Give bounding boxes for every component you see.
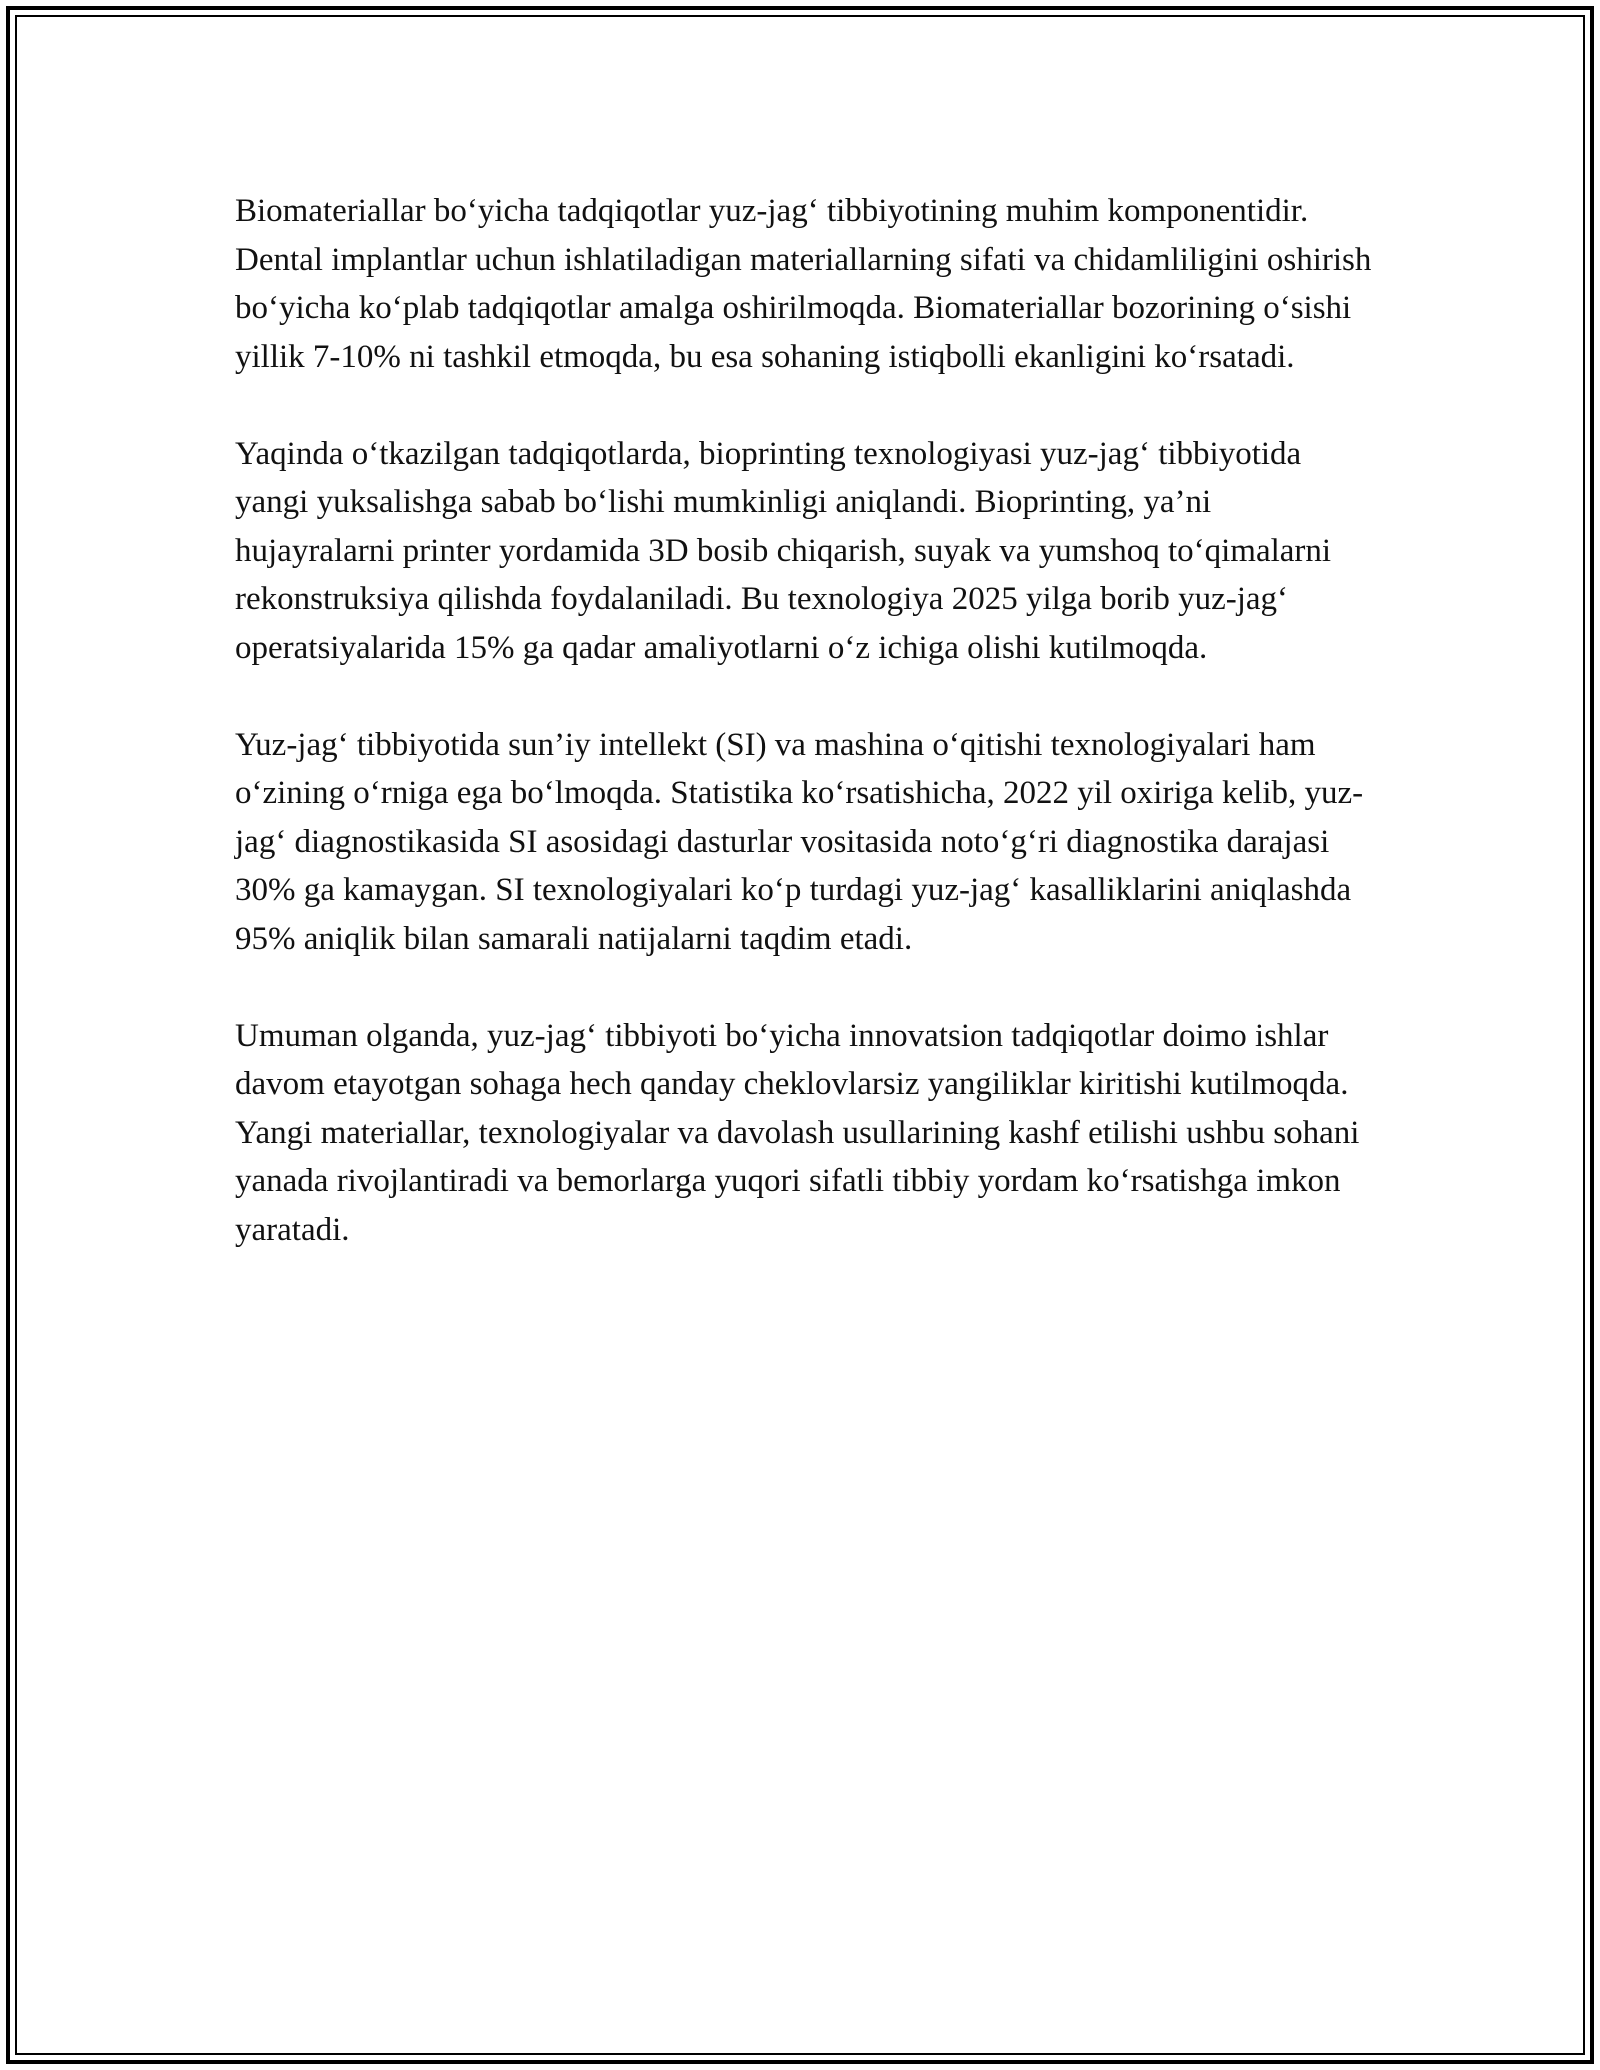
paragraph-conclusion: Umuman olganda, yuz-jag‘ tibbiyoti bo‘yicha innovatsion tadqiqotlar doimo ishlar davom etayotgan sohaga hech qanday cheklovlarsiz yangiliklar kiritishi kutilmoqda. Yangi materiallar, texnologiyalar va davolash usullarining kashf etilishi ushbu sohani yanada rivojlantiradi va bemorlarga yuqori sifatli tibbiy yordam ko‘rsatishga imkon yaratadi. <box>235 1017 1360 1248</box>
document-body <box>235 187 1375 1303</box>
paragraph-artificial-intelligence: Yuz-jag‘ tibbiyotida sun’iy intellekt (SI) va mashina o‘qitishi texnologiyalari ham o‘zining o‘rniga ega bo‘lmoqda. Statistika ko‘rsatishicha, 2022 yil oxiriga kelib, yuz-jag‘ diagnostikasida SI asosidagi dasturlar vositasida noto‘g‘ri diagnostika darajasi 30% ga kamaygan. SI texnologiyalari ko‘p turdagi yuz-jag‘ kasalliklarini aniqlashda 95% aniqlik bilan samarali natijalarni taqdim etadi. <box>235 726 1364 957</box>
paragraph-bioprinting: Yaqinda o‘tkazilgan tadqiqotlarda, bioprinting texnologiyasi yuz-jag‘ tibbiyotida yangi yuksalishga sabab bo‘lishi mumkinligi aniqlandi. Bioprinting, ya’ni hujayralarni printer yordamida 3D bosib chiqarish, suyak va yumshoq to‘qimalarni rekonstruksiya qilishda foydalaniladi. Bu texnologiya 2025 yilga borib yuz-jag‘ operatsiyalarida 15% ga qadar amaliyotlarni o‘z ichiga olishi kutilmoqda. <box>235 435 1332 666</box>
paragraph-biomaterials: Biomateriallar bo‘yicha tadqiqotlar yuz-jag‘ tibbiyotining muhim komponentidir. Dental implantlar uchun ishlatiladigan materiallarning sifati va chidamliligini oshirish bo‘yicha ko‘plab tadqiqotlar amalga oshirilmoqda. Biomateriallar bozorining o‘sishi yillik 7-10% ni tashkil etmoqda, bu esa sohaning istiqbolli ekanligini ko‘rsatadi. <box>235 193 1372 375</box>
